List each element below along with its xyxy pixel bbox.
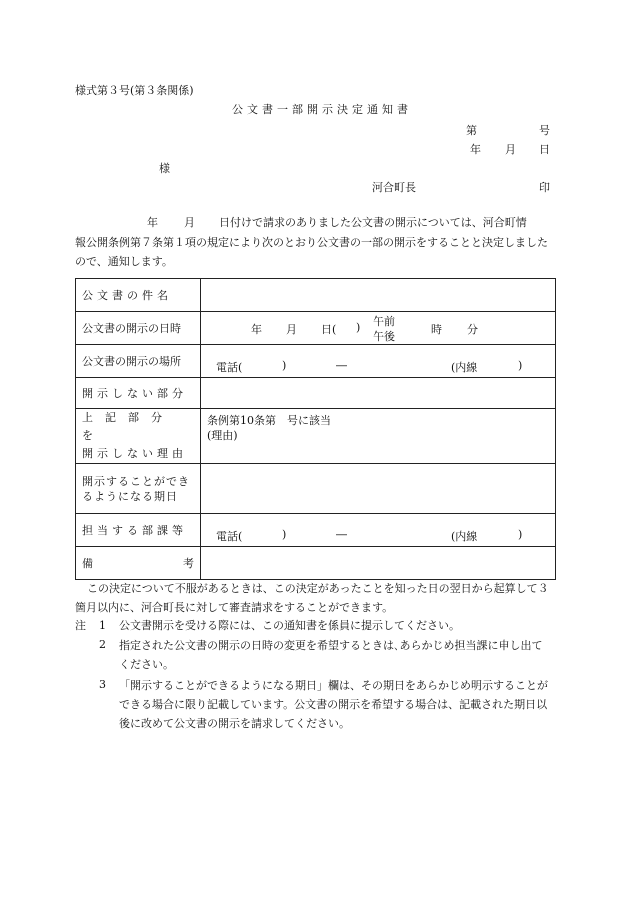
label-not-disclosed: 開示しない部分: [76, 378, 201, 409]
value-datetime: [201, 312, 556, 345]
note-3-num: 3: [99, 678, 106, 691]
value-doc-name: [201, 279, 556, 312]
intro-year: 年: [147, 216, 158, 229]
place-phone-dash: ―: [336, 359, 347, 372]
value-remarks: [201, 547, 556, 580]
row-datetime: [76, 312, 556, 345]
row-doc-name: [76, 279, 556, 312]
dept-phone-dash: ―: [336, 528, 347, 541]
note-2-num: 2: [99, 638, 106, 651]
note-1-num: 1: [99, 619, 106, 632]
number-prefix: 第: [466, 124, 477, 137]
label-reason: [76, 409, 201, 464]
disclosure-table: [75, 278, 556, 580]
value-not-disclosed: [201, 378, 556, 409]
dept-ext-close: ): [518, 528, 523, 541]
dt-month: 月: [286, 323, 297, 336]
row-place: [76, 345, 556, 378]
dept-ext: (内線: [451, 530, 478, 543]
seal-mark: 印: [539, 181, 550, 194]
number-suffix: 号: [539, 124, 550, 137]
value-place: [201, 345, 556, 378]
dt-pm: 午後: [373, 330, 395, 343]
row-remarks: [76, 547, 556, 580]
value-dept: [201, 514, 556, 547]
place-phone-close: ): [282, 359, 287, 372]
row-reason: [76, 409, 556, 464]
value-reason: [201, 409, 556, 464]
label-datetime: 公文書の開示の日時: [76, 312, 201, 345]
dept-phone-label: 電話(: [216, 530, 243, 543]
form-number: 様式第３号(第３条関係): [75, 84, 194, 97]
label-period: 開示することができるようになる期日: [76, 464, 201, 514]
note-1-text: 公文書開示を受ける際には、この通知書を係員に提示してください。: [119, 619, 460, 632]
intro-text-start: 日付けで請求のありました公文書の開示については、河合町情: [219, 216, 527, 229]
note-3-text: 「開示することができるようになる期日」欄は、その期日をあらかじめ明示することができる場合に限り記載しています。公文書の開示を希望する場合は、記載された期日以後に改めて公文書の開示を請求してください。: [119, 679, 548, 730]
label-dept: 担当する部課等: [76, 514, 201, 547]
date-month: 月: [505, 143, 516, 156]
dt-minute: 分: [467, 323, 478, 336]
label-remarks: [76, 547, 201, 580]
place-phone-label: 電話(: [216, 361, 243, 374]
dt-hour: 時: [431, 323, 442, 336]
place-ext: (内線: [451, 361, 478, 374]
appeal-text: この決定について不服があるときは、この決定があったことを知った日の翌日から起算して３箇月以内に、河合町長に対して審査請求をすることができます。: [75, 582, 549, 614]
label-place: 公文書の開示の場所: [76, 345, 201, 378]
value-period: [201, 464, 556, 514]
dt-year: 年: [251, 323, 262, 336]
dept-phone-close: ): [282, 528, 287, 541]
remarks-char-1: 備: [82, 557, 93, 570]
reason-clause: 条例第10条第 号に該当: [207, 414, 331, 427]
row-period: [76, 464, 556, 514]
remarks-char-2: 考: [183, 557, 194, 570]
intro-text-rest: 報公開条例第７条第１項の規定により次のとおり公文書の一部の開示をすることと決定しましたので、通知します。: [75, 236, 548, 268]
note-2-text: 指定された公文書の開示の日時の変更を希望するときは､あらかじめ担当課に申し出てください。: [119, 639, 543, 671]
label-reason-2: 開示しない理由: [82, 447, 187, 460]
dt-am: 午前: [373, 315, 395, 328]
issuer: 河合町長: [372, 181, 416, 194]
dt-day: 日(: [321, 323, 337, 336]
intro-month: 月: [184, 216, 195, 229]
document-title: 公文書一部開示決定通知書: [232, 103, 412, 116]
date-year: 年: [470, 143, 481, 156]
place-ext-close: ): [518, 359, 523, 372]
addressee-suffix: 様: [159, 162, 170, 175]
label-reason-1: 上記部分を: [82, 411, 174, 442]
reason-text: (理由): [207, 429, 238, 442]
dt-paren-close: ): [356, 321, 361, 334]
label-doc-name: 公文書の件名: [76, 279, 201, 312]
date-day: 日: [539, 143, 550, 156]
notes-label: 注: [75, 619, 86, 632]
row-dept: [76, 514, 556, 547]
row-not-disclosed: [76, 378, 556, 409]
